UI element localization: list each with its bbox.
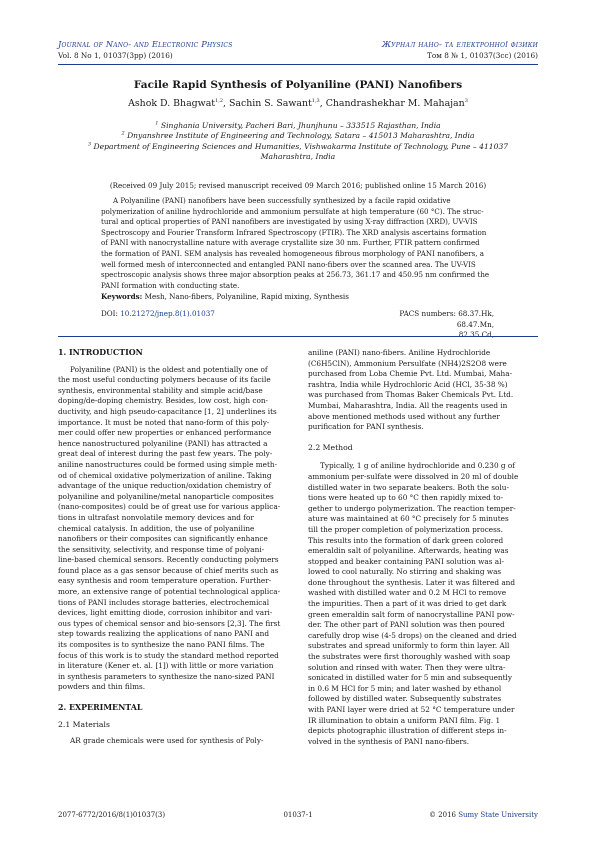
affiliation-3: $^3$ Department of Engineering Sciences and Humanities, Vishwakarma Institute of Technology, Pune – 411037 [87,141,509,151]
text-line: Typically, 1 g of aniline hydrochloride and 0.230 g of [320,461,515,471]
method-paragraph [308,461,538,747]
abstract-line: Spectroscopy and Fourier Transform Infrared Spectroscopy (FTIR). The XRD analysis ascertains formation [101,227,487,237]
right-column [308,348,538,747]
text-line: lowed to cool naturally. No stirring and shaking was [308,567,502,577]
text-line: gether to undergo polymerization. The reaction temper- [308,503,516,513]
text-line: tions were heated up to 60 °C then rapidly mixed to- [308,493,503,503]
text-line: This results into the formation of dark green colored [308,535,504,545]
text-line: purification for PANI synthesis. [308,422,424,432]
text-line: step towards realizing the applications of nano PANI and [58,629,270,639]
text-line: (nano-composites) could be of great use for various applica- [58,502,281,512]
paper-title: Facile Rapid Synthesis of Polyaniline (PANI) Nanofibers [133,79,463,91]
doi-link[interactable]: 10.21272/jnep.8(1).01037 [120,309,215,318]
volume-right: Том 8 № 1, 01037(3cc) (2016) [426,51,538,60]
footer-issn: 2077-6772/2016/8(1)01037(3) [58,811,166,819]
text-line: Mumbai, Maharashtra, India. All the reagents used in [308,400,508,410]
author-2: Sachin S. Sawant [228,98,312,109]
text-line: more, an extensive range of potential technological applica- [58,587,281,597]
abstract-rule [58,336,538,337]
text-line: importance. It must be noted that nano-form of this poly- [58,417,270,427]
text-line: the substrates were first thoroughly washed with soap [308,652,511,662]
text-line: tions of PANI includes storage batteries, electrochemical [58,597,270,607]
text-line: powders and thin films. [58,682,146,692]
text-line: till the proper completion of polymerization process. [308,524,503,534]
publisher-link[interactable]: Sumy State University [458,811,538,819]
text-line: line-based chemical sensors. Recently conducting polymers [58,555,279,565]
header-rule [58,64,538,65]
pacs-line: 82.35.Cd, [458,330,494,340]
affiliation-3-cont: Maharashtra, India [260,152,336,162]
text-line: der. The other part of PANI solution was then poured [308,620,505,630]
text-line: was purchased from Thomas Baker Chemicals Pvt. Ltd. [308,390,514,400]
text-line: washed with distilled water and 0.2 M HCl to remove [308,588,507,598]
text-line: (C6H5ClN), Ammonium Persulfate (NH4)2S2O8 were [308,358,507,368]
text-line: followed by distilled water. Subsequently substrates [308,694,502,704]
text-line: substrates and spread uniformly to form thin layer. All [308,641,510,651]
text-line: emeraldin salt of polyaniline. Afterwards, heating was [308,546,509,556]
author-1: Ashok D. Bhagwat [128,98,216,109]
abstract-line: A Polyaniline (PANI) nanofibers have been successfully synthesized by a facile rapid oxidative [113,196,451,205]
abstract-line: tural and optical properties of PANI nanofibers are investigated by using X-ray diffraction (XRD), UV-VIS [101,217,478,227]
materials-paragraph [308,348,538,433]
text-line: the impurities. Then a part of it was dried to get dark [308,599,507,609]
intro-paragraph [58,365,288,693]
keywords-label: Keywords: [101,292,143,301]
received-dates: (Received 09 July 2015; revised manuscript received 09 March 2016; published online 15 March 2016) [109,181,487,190]
subsection-method-heading: 2.2 Method [308,442,353,452]
text-line: in 0.6 M HCl for 5 min; and later washed by ethanol [308,683,502,693]
text-line: ammonium per-sulfate were dissolved in 20 ml of double [308,471,519,481]
abstract-line: polymerization of aniline hydrochloride and ammonium persulfate at high temperature (60 °C). The struc- [101,206,484,216]
abstract-line: spectroscopic analysis shows three major absorption peaks at 256.73, 361.17 and 450.95 nm confirmed the [101,270,490,280]
text-line: easy synthesis and room temperature operation. Further- [58,576,272,586]
text-line: depicts photographic illustration of different steps in- [308,726,507,736]
section-experimental-heading: 2. EXPERIMENTAL [58,703,143,712]
text-line: in synthesis parameters to synthesize the nano-sized PANI [58,671,275,681]
text-line: chemical catalysis. In addition, the use of polyaniline [58,523,255,533]
text-line: mer could offer new properties or enhanced performance [58,428,272,438]
affiliation-2: $^2$ Dnyanshree Institute of Engineering and Technology, Satara – 415013 Maharashtra, India [121,130,475,141]
journal-name-right: Журнал нано- та електронної фізики [381,39,538,49]
keywords [101,292,498,301]
abstract-line: PANI formation with conducting state. [101,280,240,290]
text-line: volved in the synthesis of PANI nano-fibers. [308,736,470,746]
text-line: with PANI layer were dried at 52 °C temperature under [308,705,515,714]
text-line: its composites is to synthesize the nano PANI films. The [58,640,265,650]
text-line: great deal of interest during the past few years. The poly- [58,449,273,459]
affiliations [70,121,526,163]
section-introduction-heading: 1. INTRODUCTION [58,348,143,357]
volume-left: Vol. 8 No 1, 01037(3pp) (2016) [58,51,173,60]
subsection-materials-heading: 2.1 Materials [58,719,110,729]
author-separator: , [223,98,229,109]
text-line: above mentioned methods used without any further [308,411,500,421]
pacs-line: PACS numbers: 68.37.Hk, 68.47.Mn, [399,309,494,329]
text-line: nanofibers or their composites can significantly enhance [58,534,268,544]
text-line: rashtra, India while Hydrochloric Acid (HCl, 35-38 %) [308,379,508,389]
abstract-line: the formation of PANI. SEM analysis has revealed homogeneous fibrous morphology of PANI nanofibers, a [101,248,485,258]
footer-copyright [429,811,538,819]
text-line: IR illumination to obtain a uniform PANI film. Fig. 1 [308,715,501,725]
author-3: Chandrashekhar M. Mahajan [325,98,465,109]
text-line: distilled water in two separate beakers. Both the solu- [308,482,509,492]
abstract-line: well formed mesh of interconnected and entangled PANI nano-fibers over the scanned area. The UV-VIS [101,259,476,269]
left-column [58,348,288,747]
text-line: Polyaniline (PANI) is the oldest and potentially one of [70,364,268,374]
text-line: carefully drop wise (4-5 drops) on the cleaned and dried [308,630,517,640]
text-line: aniline nanostructures could be formed using simple meth- [58,459,278,469]
text-line: ous types of chemical sensor and bio-sensors [2,3]. The first [58,618,281,628]
text-line: the sensitivity, selectivity, and response time of polyani- [58,544,265,554]
keywords-text: Mesh, Nano-fibers, Polyaniline, Rapid mixing, Synthesis [144,292,349,301]
text-line: sonicated in distilled water for 5 min and subsequently [308,673,512,683]
text-line: green emeraldin salt form of nanocrystalline PANI pow- [308,609,515,619]
text-line: doping/de-doping chemistry. Besides, low cost, high con- [58,396,269,406]
page-number: 01037-1 [283,811,313,819]
text-line: tions in ultrafast nonvolatile memory devices and for [58,512,254,522]
text-line: aniline (PANI) nano-fibers. Aniline Hydrochloride [308,348,491,357]
text-line: advantage of the unique reduction/oxidation chemistry of [58,481,271,491]
text-line: stopped and beaker containing PANI solution was al- [308,556,504,566]
text-line: the most useful conducting polymers because of its facile [58,375,271,385]
text-line: focus of this work is to study the standard method reported [58,650,279,660]
text-line: polyaniline and polyaniline/metal nanoparticle composites [58,491,274,501]
text-line: hence nanostructured polyaniline (PANI) has attracted a [58,438,268,448]
text-line: synthesis, environmental stability and simple acid/base [58,385,263,395]
text-line: AR grade chemicals were used for synthesis of Poly- [70,736,264,746]
text-line: solution and rinsed with water. Then they were ultra- [308,662,506,672]
doi [101,309,215,318]
abstract [101,196,498,291]
copyright-text: © 2016 [428,811,459,819]
text-line: purchased from Loba Chemie Pvt. Ltd. Mumbai, Maha- [308,369,513,379]
affiliation-1: $^1$ Singhania University, Pacheri Bari, Jhunjhunu – 333515 Rajasthan, India [155,120,441,130]
text-line: in literature (Kener et. al. [1]) with little or more variation [58,661,274,671]
text-line: found place as a gas sensor because of chief merits such as [58,565,279,575]
abstract-line: of PANI with nanocrystalline nature with average crystallite size 30 nm. Further, FTIR pattern confirmed [101,238,480,248]
text-line: done throughout the synthesis. Later it was filtered and [308,577,516,587]
author-separator: , [319,98,326,109]
text-line: od of chemical oxidative polymerization of aniline. Taking [58,470,272,480]
text-line: ature was maintained at 60 °C precisely for 5 minutes [308,514,509,524]
author-2-affil: 1,3 [311,97,320,104]
journal-name-left: Journal of Nano- and Electronic Physics [58,39,233,49]
author-1-affil: 1,2 [215,97,224,104]
text-line: ductivity, and high pseudo-capacitance [1, 2] underlines its [58,406,277,416]
text-line: devices, light emitting diode, corrosion inhibitor and vari- [58,608,273,618]
author-list [58,98,538,109]
author-3-affil: 3 [464,97,468,104]
doi-label: DOI: [101,309,118,318]
